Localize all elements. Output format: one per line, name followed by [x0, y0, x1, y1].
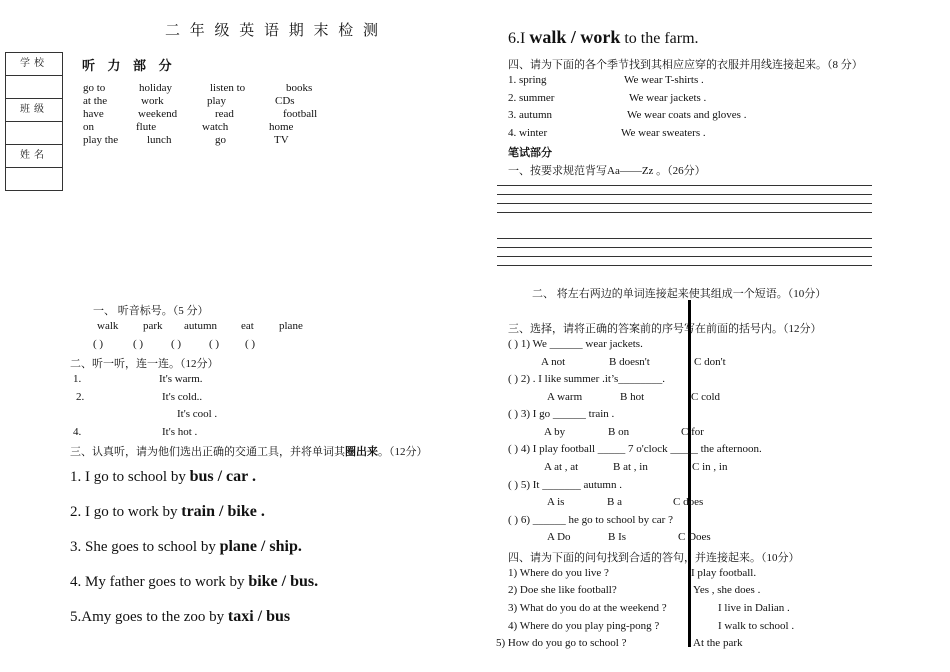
option: C Does [678, 531, 711, 543]
written2-heading: 二、 将左右两边的单词连接起来使其组成一个短语。（10分） [532, 288, 827, 300]
option: B hot [620, 391, 645, 403]
grid-cell: work [141, 95, 164, 107]
season-item: 3. autumn [508, 109, 552, 121]
part2-sentence: It's cold.. [162, 391, 203, 403]
part1-word: park [143, 320, 163, 332]
clothes-item: We wear T-shirts . [624, 74, 704, 86]
clothes-item: We wear coats and gloves . [627, 109, 747, 121]
option: A at , at [544, 461, 579, 473]
option: C don't [694, 356, 726, 368]
transport-options[interactable]: walk / work [529, 27, 621, 47]
part2-heading: 二、听一听，连一连。（12分） [70, 358, 219, 370]
season-item: 2. summer [508, 92, 555, 104]
grid-cell: play the [83, 134, 119, 146]
transport-item: 4. My father goes to work by bike / bus. [70, 573, 319, 590]
match-question: 2) Doe she like football? [508, 584, 617, 596]
match-question: 3) What do you do at the weekend ? [508, 602, 667, 614]
class-label: 班级 [6, 99, 62, 122]
part1-heading: 一、 听音标号。（5 分） [93, 305, 209, 317]
grid-cell: go to [83, 82, 106, 94]
part1-word: walk [97, 320, 119, 332]
answer-bracket[interactable]: ( ) [245, 338, 256, 350]
option: C for [681, 426, 704, 438]
student-info-table [5, 52, 63, 191]
option: A by [544, 426, 566, 438]
divider-line [688, 300, 691, 647]
writing-line[interactable] [497, 203, 872, 204]
season-item: 1. spring [508, 74, 547, 86]
transport-item: 1. I go to school by bus / car . [70, 468, 256, 485]
part1-word: autumn [184, 320, 217, 332]
question[interactable]: ( ) 6) ______ he go to school by car ? [508, 514, 673, 526]
question[interactable]: ( ) 5) It _______ autumn . [508, 479, 622, 491]
listening-heading: 听 力 部 分 [82, 59, 176, 74]
clothes-item: We wear sweaters . [621, 127, 706, 139]
writing-line[interactable] [497, 247, 872, 248]
match-question: 5) How do you go to school ? [496, 637, 627, 649]
written3-heading: 三、选择，请将正确的答案前的序号写在前面的括号内。（12分） [508, 323, 822, 335]
match-answer: I walk to school . [718, 620, 795, 632]
transport-item: 3. She goes to school by plane / ship. [70, 538, 302, 555]
writing-line[interactable] [497, 212, 872, 213]
written-heading: 笔试部分 [508, 146, 552, 159]
match-answer: Yes , she does . [693, 584, 761, 596]
writing-line[interactable] [497, 194, 872, 195]
option: C in , in [692, 461, 728, 473]
transport-options[interactable]: taxi / bus [227, 608, 291, 625]
option: B doesn't [609, 356, 650, 368]
grid-cell: on [83, 121, 94, 133]
option: B on [608, 426, 630, 438]
clothes-item: We wear jackets . [629, 92, 707, 104]
question[interactable]: ( ) 1) We ______ wear jackets. [508, 338, 643, 350]
part4-heading: 四、请为下面的各个季节找到其相应应穿的衣服并用线连接起来。（8 分） [508, 59, 863, 71]
question[interactable]: ( ) 2) . I like summer .it’s________. [508, 373, 666, 385]
part2-num: 2. [76, 391, 85, 403]
part1-word: plane [279, 320, 303, 332]
transport-item: 6.I walk / work to the farm. [508, 27, 699, 47]
school-field[interactable] [6, 76, 62, 99]
option: B at , in [613, 461, 648, 473]
grid-cell: lunch [147, 134, 172, 146]
writing-line[interactable] [497, 185, 872, 186]
option: A Do [547, 531, 571, 543]
grid-cell: football [283, 108, 318, 120]
written1-heading: 一、按要求规范背写Aa——Zz 。（26分） [508, 165, 706, 177]
grid-cell: at the [83, 95, 108, 107]
option: B Is [608, 531, 627, 543]
transport-options[interactable]: plane / ship. [219, 538, 302, 555]
match-answer: I play football. [691, 567, 757, 579]
option: A not [541, 356, 566, 368]
writing-line[interactable] [497, 256, 872, 257]
writing-line[interactable] [497, 238, 872, 239]
transport-options[interactable]: train / bike . [181, 503, 265, 520]
match-answer: At the park [693, 637, 743, 649]
option: B a [607, 496, 622, 508]
name-field[interactable] [6, 168, 62, 190]
school-label: 学校 [6, 53, 62, 76]
part2-sentence: It's hot . [162, 426, 198, 438]
answer-bracket[interactable]: ( ) [171, 338, 182, 350]
written4-heading: 四、请为下面的问句找到合适的答句，并连接起来。（10分） [508, 552, 800, 564]
grid-cell: home [269, 121, 294, 133]
grid-cell: read [215, 108, 234, 120]
answer-bracket[interactable]: ( ) [209, 338, 220, 350]
transport-options[interactable]: bus / car . [189, 468, 256, 485]
answer-bracket[interactable]: ( ) [93, 338, 104, 350]
part1-word: eat [241, 320, 254, 332]
season-item: 4. winter [508, 127, 548, 139]
grid-cell: watch [202, 121, 229, 133]
grid-cell: listen to [210, 82, 246, 94]
grid-cell: books [286, 82, 313, 94]
match-answer: I live in Dalian . [718, 602, 790, 614]
transport-options[interactable]: bike / bus. [248, 573, 319, 590]
grid-cell: CDs [275, 95, 295, 107]
grid-cell: have [83, 108, 104, 120]
option: C cold [691, 391, 721, 403]
transport-item: 5.Amy goes to the zoo by taxi / bus [70, 608, 291, 625]
part2-num: 4. [73, 426, 82, 438]
name-label: 姓名 [6, 145, 62, 168]
grid-cell: flute [136, 121, 157, 133]
grid-cell: holiday [139, 82, 172, 94]
match-question: 1) Where do you live ? [508, 567, 609, 579]
part2-sentence: It's warm. [159, 373, 203, 385]
part3-heading: 三、认真听，请为他们选出正确的交通工具，并将单词其圈出来。（12分） [70, 446, 428, 458]
page-title: 二 年 级 英 语 期 末 检 测 [165, 23, 382, 39]
grid-cell: go [215, 134, 226, 146]
transport-item: 2. I go to work by train / bike . [70, 503, 265, 520]
part2-sentence: It's cool . [177, 408, 218, 420]
option: A warm [547, 391, 583, 403]
grid-cell: TV [274, 134, 289, 146]
option: A is [547, 496, 565, 508]
match-question: 4) Where do you play ping-pong ? [508, 620, 660, 632]
question[interactable]: ( ) 4) I play football _____ 7 o'clock _____ the afternoon. [508, 443, 762, 455]
question[interactable]: ( ) 3) I go ______ train . [508, 408, 615, 420]
grid-cell: play [207, 95, 226, 107]
writing-line[interactable] [497, 265, 872, 266]
answer-bracket[interactable]: ( ) [133, 338, 144, 350]
part2-num: 1. [73, 373, 82, 385]
grid-cell: weekend [138, 108, 178, 120]
option: C does [673, 496, 704, 508]
class-field[interactable] [6, 122, 62, 145]
